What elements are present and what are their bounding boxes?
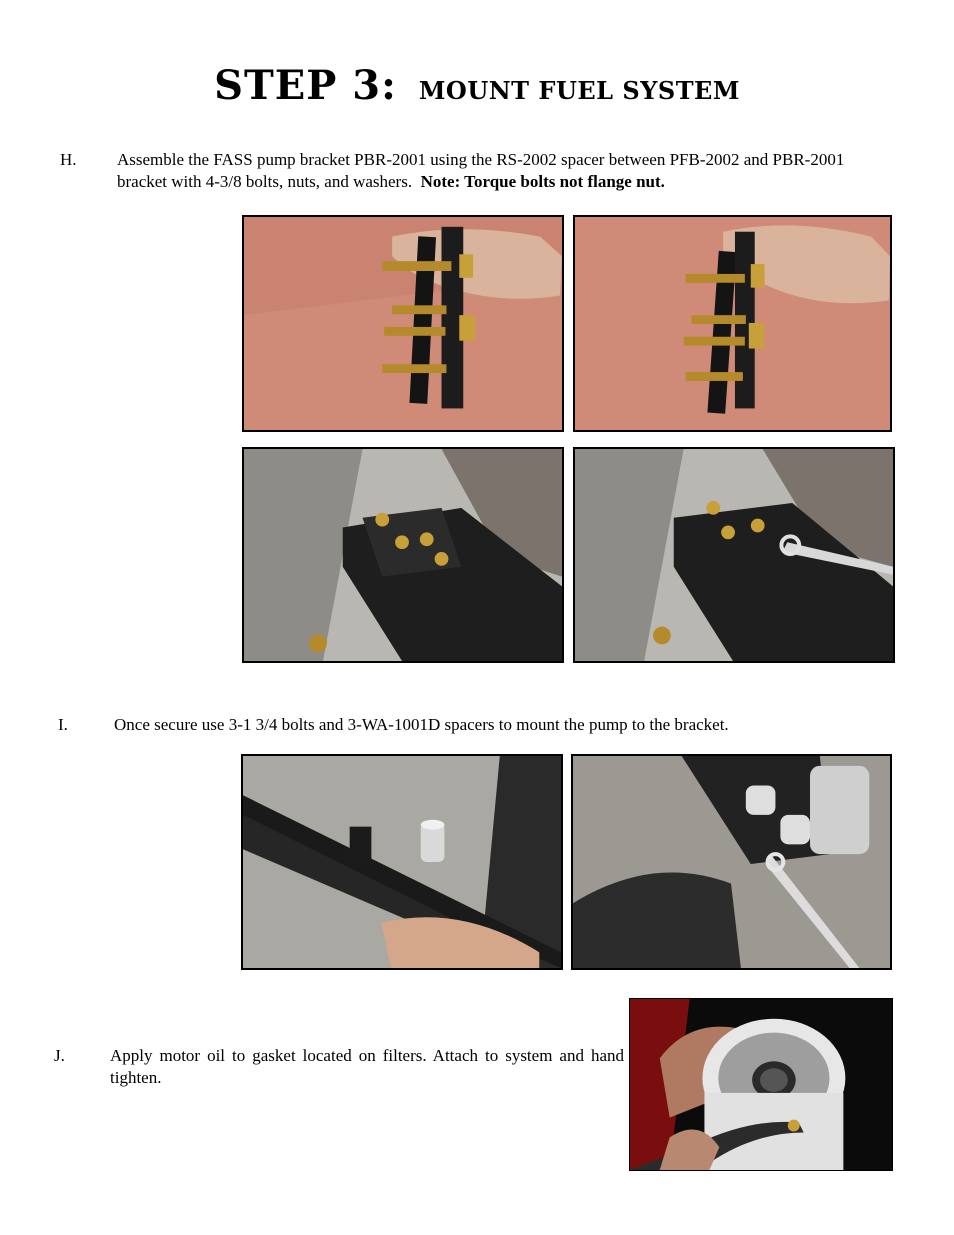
- step-i-text: Once secure use 3-1 3/4 bolts and 3-WA-1001D spacers to mount the pump to the bracket.: [114, 715, 729, 734]
- step-h-letter: H.: [60, 150, 77, 169]
- step-h-note: Note: Torque bolts not flange nut.: [420, 172, 665, 191]
- step-subtitle: MOUNT FUEL SYSTEM: [418, 76, 740, 105]
- photo-bracket-bolts-1: [242, 215, 564, 432]
- page-title: [0, 62, 954, 109]
- step-number: STEP 3:: [214, 62, 397, 109]
- step-j-text: Apply motor oil to gasket located on filters. Attach to system and hand tighten.: [110, 1046, 624, 1087]
- photo-bracket-bolts-2: [573, 215, 892, 432]
- photo-filter-gasket: [629, 998, 893, 1171]
- photo-bracket-mounted-1: [242, 447, 564, 663]
- step-j-letter: J.: [54, 1046, 65, 1065]
- photo-pump-spacer-2: [571, 754, 892, 970]
- step-h-text: [117, 149, 893, 193]
- step-i-letter: I.: [58, 715, 68, 734]
- step-h-body: Assemble the FASS pump bracket PBR-2001 using the RS-2002 spacer between PFB-2002 and PBR-2001 bracket with 4-3/8 bolts, nuts, and washers.: [117, 150, 845, 191]
- photo-bracket-mounted-2: [573, 447, 895, 663]
- photo-pump-spacer-1: [241, 754, 563, 970]
